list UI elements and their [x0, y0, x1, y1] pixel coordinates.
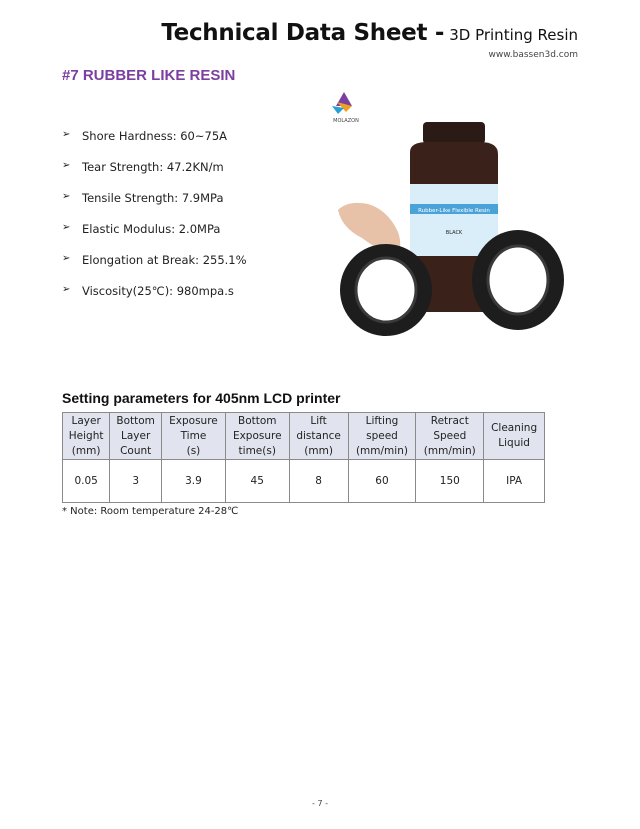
molazon-logo-icon	[332, 92, 359, 124]
list-item	[62, 222, 247, 253]
website-link[interactable]: www.bassen3d.com	[488, 50, 578, 60]
header-title: Technical Data Sheet -	[161, 20, 445, 46]
column-header: Lifting speed (mm/min)	[348, 413, 416, 460]
list-item	[62, 284, 247, 315]
table-cell: 0.05	[63, 460, 110, 503]
spec-list	[62, 129, 247, 315]
table-cell: IPA	[484, 460, 545, 503]
spec-text: Viscosity(25℃): 980mpa.s	[82, 284, 234, 298]
page-number: - 7 -	[312, 799, 328, 808]
list-item	[62, 191, 247, 222]
bottle-color: BLACK	[445, 230, 463, 236]
product-photo	[328, 92, 568, 342]
spec-text: Shore Hardness: 60~75A	[82, 129, 227, 143]
table-cell: 45	[225, 460, 289, 503]
settings-title: Setting parameters for 405nm LCD printer	[62, 390, 341, 406]
list-item	[62, 129, 247, 160]
arrow-bullet-icon: ➢	[62, 222, 71, 233]
arrow-bullet-icon: ➢	[62, 253, 71, 264]
column-header: Bottom Layer Count	[110, 413, 162, 460]
table-cell: 8	[289, 460, 348, 503]
header-subtitle: 3D Printing Resin	[449, 26, 578, 44]
spec-text: Tear Strength: 47.2KN/m	[82, 160, 224, 174]
table-cell: 60	[348, 460, 416, 503]
brand-name: MOLAZON	[333, 118, 359, 124]
table-cell: 3.9	[162, 460, 226, 503]
column-header: Bottom Exposure time(s)	[225, 413, 289, 460]
table-cell: 150	[416, 460, 484, 503]
column-header: Lift distance (mm)	[289, 413, 348, 460]
table-cell: 3	[110, 460, 162, 503]
column-header: Exposure Time (s)	[162, 413, 226, 460]
parameters-table	[62, 412, 545, 503]
column-header: Layer Height (mm)	[63, 413, 110, 460]
spec-text: Elongation at Break: 255.1%	[82, 253, 247, 267]
arrow-bullet-icon: ➢	[62, 284, 71, 295]
spec-text: Elastic Modulus: 2.0MPa	[82, 222, 221, 236]
column-header: Cleaning Liquid	[484, 413, 545, 460]
arrow-bullet-icon: ➢	[62, 129, 71, 140]
rubber-ring-right	[472, 230, 564, 330]
column-header: Retract Speed (mm/min)	[416, 413, 484, 460]
arrow-bullet-icon: ➢	[62, 191, 71, 202]
document-header	[161, 20, 578, 46]
temperature-note: * Note: Room temperature 24-28℃	[62, 506, 239, 517]
table-header-row	[63, 413, 545, 460]
rubber-ring-left	[340, 244, 432, 336]
product-title: #7 RUBBER LIKE RESIN	[62, 67, 236, 84]
list-item	[62, 160, 247, 191]
arrow-bullet-icon: ➢	[62, 160, 71, 171]
spec-text: Tensile Strength: 7.9MPa	[82, 191, 224, 205]
list-item	[62, 253, 247, 284]
table-row	[63, 460, 545, 503]
bottle-label: Rubber-Like Flexible Resin	[418, 208, 490, 214]
